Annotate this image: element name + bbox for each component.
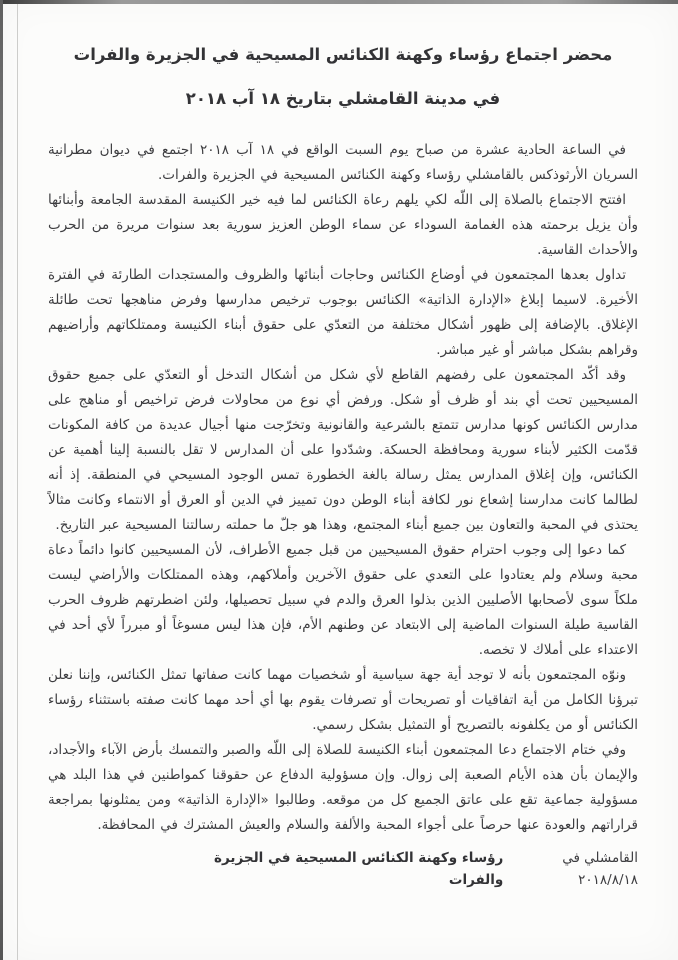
paragraph-rights: كما دعوا إلى وجوب احترام حقوق المسيحيين من قبل جميع الأطراف، لأن المسيحيين كانوا دائماً دعاة محبة وسلام ولم يعتادوا على التعدي على حقوق الآخرين وأملاكهم، وهذه الممتلكات والأراضي ليست ملكاً سوى لأصحابها الأصليين الذين بذلوا العرق والدم في سبيل تحصيلها، ولئن اضطرتهم ظروف الحرب القاسية طيلة السنوات الماضية إلى الابتعاد عن وطنهم الأم، فإن هذا ليس مسوغاً أو مبرراً لأي أحد في الاعتداء على أملاك لا تخصه. [48, 542, 638, 658]
document-title-line2: في مدينة القامشلي بتاريخ ١٨ آب ٢٠١٨ [185, 89, 501, 108]
paragraph-closing: وفي ختام الاجتماع دعا المجتمعون أبناء الكنيسة للصلاة إلى اللّه والصبر والتمسك بأرض الآباء والأجداد، والإيمان بأن هذه الأيام الصعبة إلى زوال. وإن مسؤولية الدفاع عن حقوقنا كمواطنين في هذا البلد هي مسؤولية جماعية تقع على عاتق الجميع كل من موقعه. وطالبوا «الإدارة الذاتية» ومن يمثلونها بمراجعة قراراتهم والعودة عنها حرصاً على أجواء المحبة والألفة والسلام والعيش المشترك في المحافظة. [48, 742, 638, 833]
document-content [48, 40, 638, 891]
paragraph-discussion: تداول بعدها المجتمعون في أوضاع الكنائس وحاجات أبنائها والظروف والمستجدات الطارئة في الفترة الأخيرة. لاسيما إبلاغ «الإدارة الذاتية» الكنائس بوجوب ترخيص مدارسها وفرض مناهجها تحت طائلة الإغلاق. بالإضافة إلى ظهور أشكال مختلفة من التعدّي على حقوق أبناء الكنيسة وممتلكاتهم وأراضيهم وقراهم بشكل مباشر أو غير مباشر. [48, 267, 638, 358]
scan-edge-top [0, 0, 678, 4]
footer-signature: رؤساء وكهنة الكنائس المسيحية في الجزيرة والفرات [214, 850, 504, 888]
paragraph-rejection: وقد أكّد المجتمعون على رفضهم القاطع لأي شكل من أشكال التدخل أو التعدّي على جميع حقوق المسيحيين تحت أي بند أو ظرف أو شكل. ورفض أي نوع من محاولات فرض تراخيص أو مناهج على مدارس الكنائس كونها مدارس تتمتع بالشرعية والقانونية وتخرّجت منها أجيال عديدة من كافة المكونات قدّمت الكثير لأبناء سورية ومحافظة الحسكة. وشدّدوا على أن المدارس لا تقل بالنسبة إلينا أهمية عن الكنائس، وإن إغلاق المدارس يمثل رسالة بالغة الخطورة تمس الوجود المسيحي في المنطقة. إذ أنه لطالما كانت مدارسنا إشعاع نور لكافة أبناء الوطن دون تمييز في الدين أو العرق أو الانتماء وكانت مثالاً يحتذى في المحبة والتعاون بين جميع أبناء المجتمع، وهذا هو جلّ ما حملته رسالتنا المسيحية عبر التاريخ. [48, 367, 638, 533]
document-title [48, 40, 638, 114]
document-title-line1: محضر اجتماع رؤساء وكهنة الكنائس المسيحية في الجزيرة والفرات [73, 45, 613, 64]
paragraph-prayer: افتتح الاجتماع بالصلاة إلى اللّه لكي يلهم رعاة الكنائس لما فيه خير الكنيسة المقدسة الجامعة وأبنائها وأن يزيل برحمته هذه الغمامة السوداء عن سماء الوطن العزيز سورية بعد سنوات مريرة من الحرب والأحداث القاسية. [48, 192, 638, 258]
paragraph-opening: في الساعة الحادية عشرة من صباح يوم السبت الواقع في ١٨ آب ٢٠١٨ اجتمع في ديوان مطرانية السريان الأرثوذكس بالقامشلي رؤساء وكهنة الكنائس المسيحية في الجزيرة والفرات. [48, 142, 638, 183]
paragraph-disavowal: ونوّه المجتمعون بأنه لا توجد أية جهة سياسية أو شخصيات مهما كانت صفاتها تمثل الكنائس، وإننا نعلن تبرؤنا الكامل من أية اتفاقيات أو تصريحات أو تصرفات يقوم بها أي أحد مهما كانت صفته باستثناء رؤساء الكنائس أو من يكلفونه بالتصريح أو التمثيل بشكل رسمي. [48, 667, 638, 733]
scan-edge-left [0, 0, 3, 960]
document-body [48, 138, 638, 838]
footer-place-date: القامشلي في ٢٠١٨/٨/١٨ [562, 850, 638, 888]
page-border-line [17, 4, 18, 960]
document-footer [48, 847, 638, 891]
